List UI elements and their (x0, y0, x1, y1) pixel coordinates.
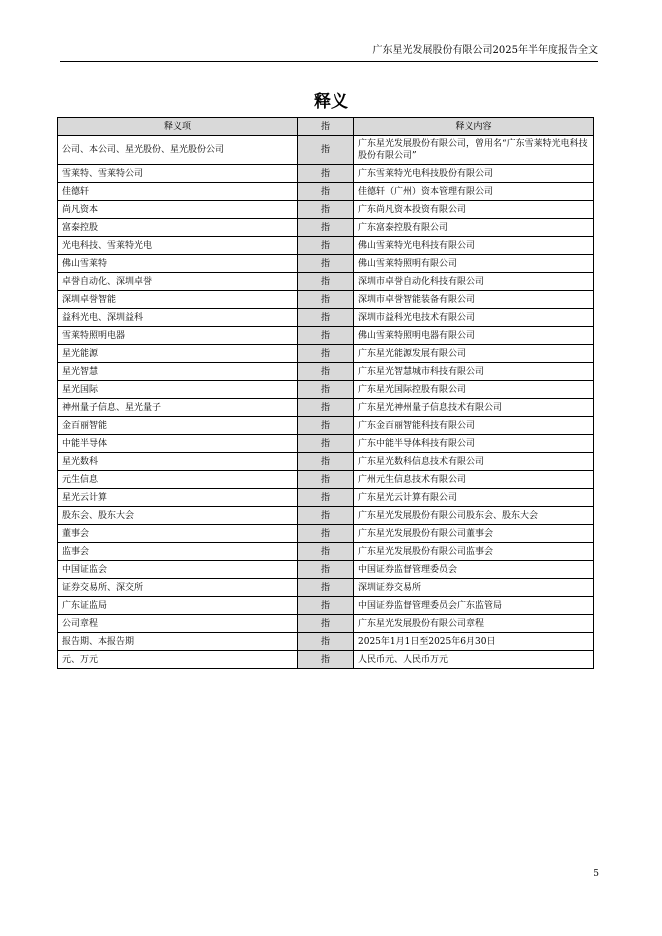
header-rule (60, 61, 598, 62)
refers-cell: 指 (298, 651, 354, 669)
definition-cell: 广州元生信息技术有限公司 (354, 471, 594, 489)
table-row (58, 219, 594, 237)
definition-cell: 2025年1月1日至2025年6月30日 (354, 633, 594, 651)
term-cell: 益科光电、深圳益科 (58, 309, 298, 327)
term-cell: 广东证监局 (58, 597, 298, 615)
term-cell: 富泰控股 (58, 219, 298, 237)
definition-cell: 深圳市卓誉智能装备有限公司 (354, 291, 594, 309)
refers-cell: 指 (298, 363, 354, 381)
table-row (58, 615, 594, 633)
definition-cell: 广东星光国际控股有限公司 (354, 381, 594, 399)
refers-cell: 指 (298, 561, 354, 579)
refers-cell: 指 (298, 399, 354, 417)
table-row (58, 136, 594, 165)
definitions-table (57, 117, 594, 669)
table-row (58, 273, 594, 291)
definition-cell: 深圳市益科光电技术有限公司 (354, 309, 594, 327)
column-header-term: 释义项 (58, 118, 298, 136)
definition-cell: 广东星光发展股份有限公司董事会 (354, 525, 594, 543)
table-row (58, 291, 594, 309)
definition-cell: 广东金百丽智能科技有限公司 (354, 417, 594, 435)
table-row (58, 201, 594, 219)
term-cell: 星光云计算 (58, 489, 298, 507)
refers-cell: 指 (298, 489, 354, 507)
refers-cell: 指 (298, 543, 354, 561)
definition-cell: 广东星光数科信息技术有限公司 (354, 453, 594, 471)
table-row (58, 561, 594, 579)
term-cell: 神州量子信息、星光量子 (58, 399, 298, 417)
table-row (58, 237, 594, 255)
refers-cell: 指 (298, 597, 354, 615)
definition-cell: 广东星光发展股份有限公司，曾用名“广东雪莱特光电科技股份有限公司” (354, 136, 594, 165)
page-header: 广东星光发展股份有限公司2025年半年度报告全文 (372, 45, 598, 56)
term-cell: 监事会 (58, 543, 298, 561)
refers-cell: 指 (298, 309, 354, 327)
definition-cell: 广东星光智慧城市科技有限公司 (354, 363, 594, 381)
term-cell: 雪莱特、雪莱特公司 (58, 165, 298, 183)
definition-cell: 中国证券监督管理委员会广东监管局 (354, 597, 594, 615)
table-row (58, 381, 594, 399)
definition-cell: 广东富泰控股有限公司 (354, 219, 594, 237)
table-row (58, 471, 594, 489)
term-cell: 股东会、股东大会 (58, 507, 298, 525)
definition-cell: 广东雪莱特光电科技股份有限公司 (354, 165, 594, 183)
definition-cell: 广东尚凡资本投资有限公司 (354, 201, 594, 219)
refers-cell: 指 (298, 435, 354, 453)
term-cell: 佛山雪莱特 (58, 255, 298, 273)
section-title: 释义 (314, 92, 348, 112)
table-row (58, 165, 594, 183)
table-row (58, 597, 594, 615)
table-body (58, 136, 594, 669)
definition-cell: 广东星光神州量子信息技术有限公司 (354, 399, 594, 417)
term-cell: 佳德轩 (58, 183, 298, 201)
refers-cell: 指 (298, 507, 354, 525)
definition-cell: 佛山雪莱特照明电器有限公司 (354, 327, 594, 345)
refers-cell: 指 (298, 417, 354, 435)
term-cell: 星光能源 (58, 345, 298, 363)
table-row (58, 417, 594, 435)
refers-cell: 指 (298, 615, 354, 633)
refers-cell: 指 (298, 345, 354, 363)
refers-cell: 指 (298, 237, 354, 255)
table-header-row (58, 118, 594, 136)
term-cell: 雪莱特照明电器 (58, 327, 298, 345)
definition-cell: 广东星光云计算有限公司 (354, 489, 594, 507)
table-row (58, 345, 594, 363)
term-cell: 星光国际 (58, 381, 298, 399)
refers-cell: 指 (298, 273, 354, 291)
definition-cell: 深圳证券交易所 (354, 579, 594, 597)
table-row (58, 507, 594, 525)
definition-cell: 佛山雪莱特照明有限公司 (354, 255, 594, 273)
definition-cell: 佛山雪莱特光电科技有限公司 (354, 237, 594, 255)
table-row (58, 579, 594, 597)
term-cell: 元、万元 (58, 651, 298, 669)
column-header-refers: 指 (298, 118, 354, 136)
table-row (58, 489, 594, 507)
definition-cell: 广东中能半导体科技有限公司 (354, 435, 594, 453)
table-row (58, 435, 594, 453)
refers-cell: 指 (298, 327, 354, 345)
term-cell: 星光智慧 (58, 363, 298, 381)
term-cell: 公司、本公司、星光股份、星光股份公司 (58, 136, 298, 165)
definition-cell: 佳德轩（广州）资本管理有限公司 (354, 183, 594, 201)
definition-cell: 广东星光发展股份有限公司股东会、股东大会 (354, 507, 594, 525)
term-cell: 金百丽智能 (58, 417, 298, 435)
refers-cell: 指 (298, 165, 354, 183)
refers-cell: 指 (298, 219, 354, 237)
page-number: 5 (593, 869, 599, 879)
term-cell: 星光数科 (58, 453, 298, 471)
term-cell: 元生信息 (58, 471, 298, 489)
refers-cell: 指 (298, 136, 354, 165)
refers-cell: 指 (298, 291, 354, 309)
term-cell: 卓誉自动化、深圳卓誉 (58, 273, 298, 291)
definition-cell: 中国证券监督管理委员会 (354, 561, 594, 579)
table-row (58, 543, 594, 561)
refers-cell: 指 (298, 471, 354, 489)
definition-cell: 广东星光发展股份有限公司章程 (354, 615, 594, 633)
column-header-definition: 释义内容 (354, 118, 594, 136)
table-row (58, 453, 594, 471)
refers-cell: 指 (298, 633, 354, 651)
table-row (58, 363, 594, 381)
refers-cell: 指 (298, 579, 354, 597)
term-cell: 深圳卓誉智能 (58, 291, 298, 309)
term-cell: 公司章程 (58, 615, 298, 633)
table-row (58, 183, 594, 201)
term-cell: 中国证监会 (58, 561, 298, 579)
refers-cell: 指 (298, 453, 354, 471)
table-row (58, 525, 594, 543)
definition-cell: 深圳市卓誉自动化科技有限公司 (354, 273, 594, 291)
refers-cell: 指 (298, 183, 354, 201)
table-row (58, 633, 594, 651)
table-row (58, 309, 594, 327)
term-cell: 董事会 (58, 525, 298, 543)
table-row (58, 327, 594, 345)
term-cell: 证券交易所、深交所 (58, 579, 298, 597)
table-row (58, 399, 594, 417)
definition-cell: 人民币元、人民币万元 (354, 651, 594, 669)
refers-cell: 指 (298, 255, 354, 273)
table-row (58, 651, 594, 669)
term-cell: 中能半导体 (58, 435, 298, 453)
refers-cell: 指 (298, 525, 354, 543)
refers-cell: 指 (298, 201, 354, 219)
table-row (58, 255, 594, 273)
definition-cell: 广东星光能源发展有限公司 (354, 345, 594, 363)
term-cell: 尚凡资本 (58, 201, 298, 219)
term-cell: 光电科技、雪莱特光电 (58, 237, 298, 255)
term-cell: 报告期、本报告期 (58, 633, 298, 651)
definition-cell: 广东星光发展股份有限公司监事会 (354, 543, 594, 561)
refers-cell: 指 (298, 381, 354, 399)
